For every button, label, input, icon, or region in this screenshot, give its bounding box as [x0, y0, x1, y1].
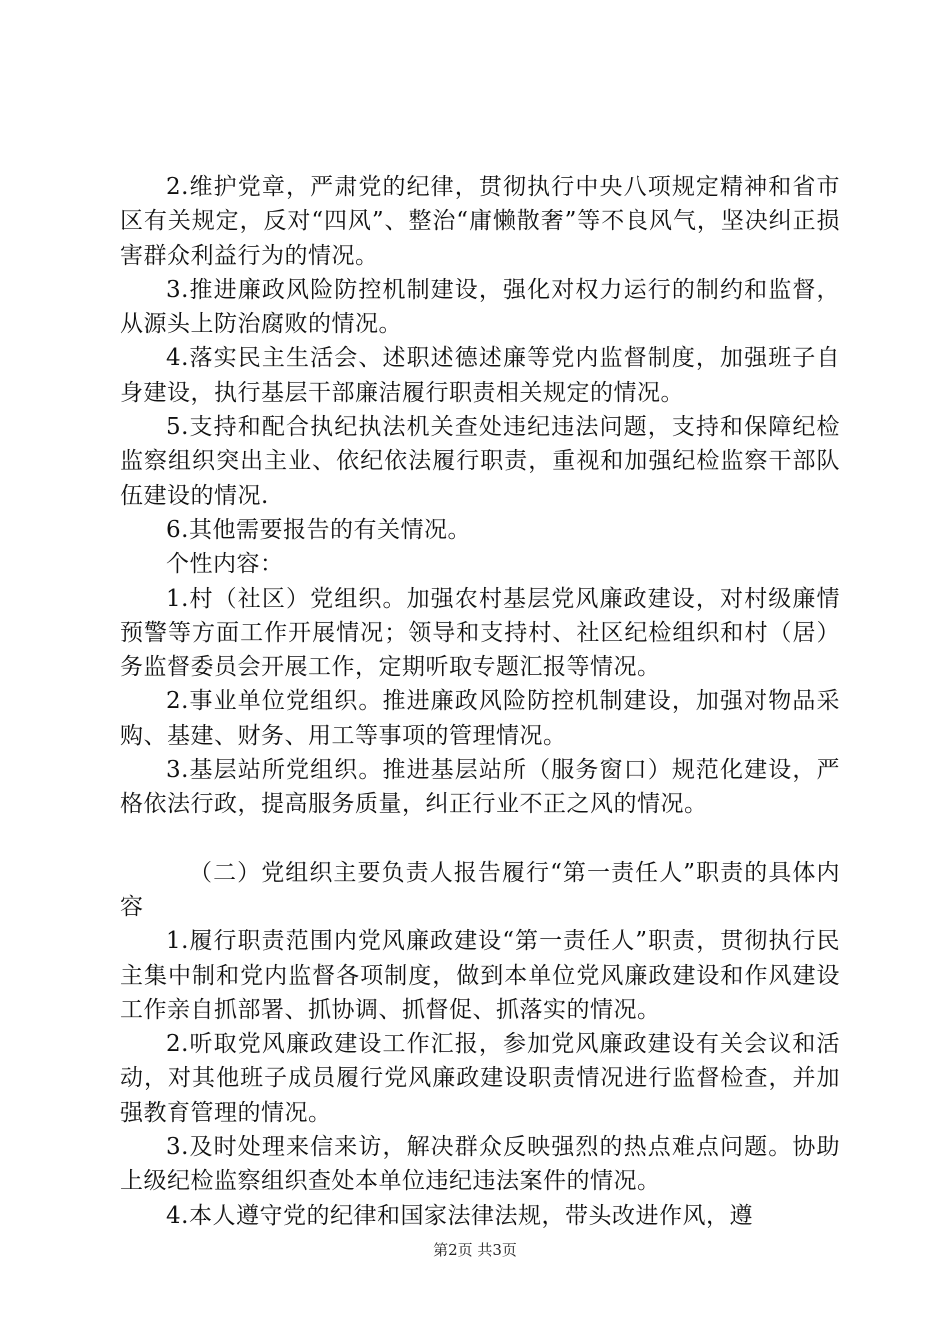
paragraph-item-4: 4.落实民主生活会、述职述德述廉等党内监督制度，加强班子自身建设，执行基层干部廉洁履行职责相关规定的情况。	[120, 345, 840, 406]
page-footer: 第2页 共3页	[433, 1241, 517, 1259]
paragraph-first-responsible-4: 4.本人遵守党的纪律和国家法律法规，带头改进作风，遵	[166, 1202, 753, 1229]
paragraph-item-2: 2.维护党章，严肃党的纪律，贯彻执行中央八项规定精神和省市区有关规定，反对“四风”、整治“庸懒散奢”等不良风气，坚决纠正损害群众利益行为的情况。	[120, 174, 840, 269]
paragraph-item-3: 3.推进廉政风险防控机制建设，强化对权力运行的制约和监督，从源头上防治腐败的情况。	[120, 276, 840, 338]
paragraph-first-responsible-3: 3.及时处理来信来访，解决群众反映强烈的热点难点问题。协助上级纪检监察组织查处本单位违纪违法案件的情况。	[120, 1134, 840, 1195]
paragraph-grassroots-station-party-org: 3.基层站所党组织。推进基层站所（服务窗口）规范化建设，严格依法行政，提高服务质量，纠正行业不正之风的情况。	[120, 757, 840, 818]
paragraph-first-responsible-1: 1.履行职责范围内党风廉政建设“第一责任人”职责，贯彻执行民主集中制和党内监督各项制度，做到本单位党风廉政建设和作风建设工作亲自抓部署、抓协调、抓督促、抓落实的情况。	[120, 928, 840, 1023]
paragraph-item-6: 6.其他需要报告的有关情况。	[166, 516, 471, 543]
paragraph-item-5: 5.支持和配合执纪执法机关查处违纪违法问题，支持和保障纪检监察组织突出主业、依纪依法履行职责，重视和加强纪检监察干部队伍建设的情况.	[120, 414, 840, 509]
document-body	[120, 170, 840, 1233]
paragraph-village-party-org: 1.村（社区）党组织。加强农村基层党风廉政建设，对村级廉情预警等方面工作开展情况；领导和支持村、社区纪检组织和村（居）务监督委员会开展工作，定期听取专题汇报等情况。	[120, 585, 840, 681]
paragraph-first-responsible-2: 2.听取党风廉政建设工作汇报，参加党风廉政建设有关会议和活动，对其他班子成员履行党风廉政建设职责情况进行监督检查，并加强教育管理的情况。	[120, 1031, 840, 1126]
paragraph-public-institution-party-org: 2.事业单位党组织。推进廉政风险防控机制建设，加强对物品采购、基建、财务、用工等事项的管理情况。	[120, 688, 840, 749]
section-heading: （二）党组织主要负责人报告履行“第一责任人”职责的具体内容	[120, 859, 840, 920]
paragraph-individual-content-label: 个性内容：	[166, 551, 284, 578]
paragraph-gap	[120, 822, 840, 856]
